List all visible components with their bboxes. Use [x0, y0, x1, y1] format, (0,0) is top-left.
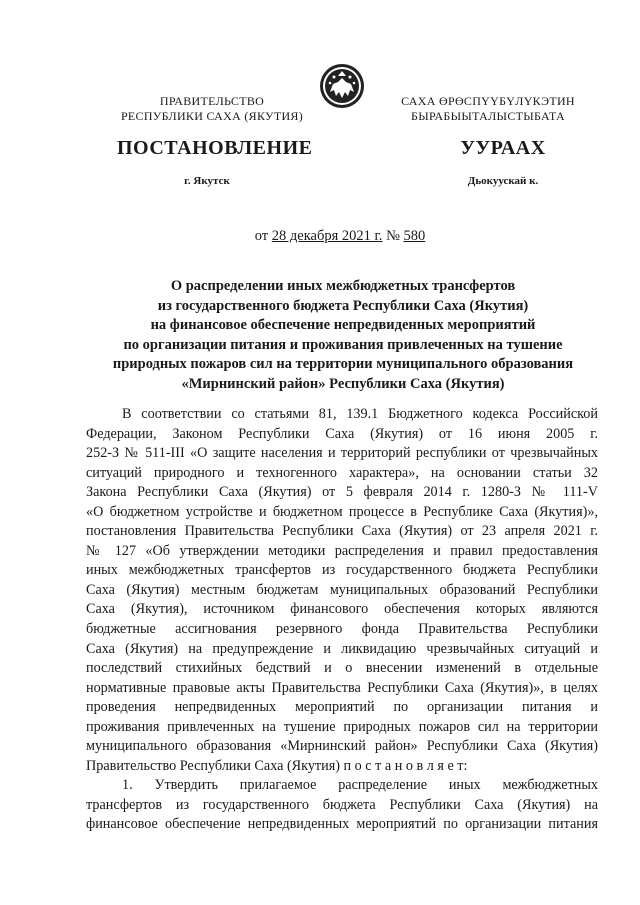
- doc-type-russian: ПОСТАНОВЛЕНИЕ: [117, 137, 313, 159]
- body-line: Федерации, Законом Республики Саха (Якутия) от 16 июня 2005 г.: [86, 425, 598, 442]
- heading-line: природных пожаров сил на территории муниципального образования: [112, 356, 574, 373]
- right-org-line1: САХА ӨРӨСПҮҮБҮЛҮКЭТИН: [401, 94, 575, 108]
- body-line: Саха (Якутия) на предупреждение и ликвидацию чрезвычайных ситуаций и: [86, 640, 598, 657]
- city-yakut: Дьокуускай к.: [467, 175, 539, 187]
- body-line: «О бюджетном устройстве и бюджетном процессе в Республике Саха (Якутия)»,: [86, 503, 598, 520]
- government-name-russian: [112, 94, 312, 124]
- body-line: трансфертов из государственного бюджета Республики Саха (Якутия) на: [86, 796, 598, 813]
- doc-type-yakut: УУРААХ: [460, 137, 546, 159]
- body-line: Саха (Якутия) местным бюджетам муниципальных образований Республики: [86, 581, 598, 598]
- heading-line: из государственного бюджета Республики Саха (Якутия): [157, 297, 529, 314]
- decree-body: [86, 405, 598, 835]
- body-line: В соответствии со статьями 81, 139.1 Бюджетного кодекса Российской: [122, 406, 598, 422]
- body-line: № 127 «Об утверждении методики распределения и правил предоставления: [86, 542, 598, 559]
- right-org-line2: БЫРАБЫЫТАЛЫСТЫБАТА: [411, 109, 565, 123]
- decree-heading: [88, 277, 598, 395]
- government-name-yakut: [383, 94, 593, 124]
- body-line: Правительство Республики Саха (Якутия) п о с т а н о в л я е т:: [86, 757, 468, 774]
- city-russian: г. Якутск: [184, 175, 230, 187]
- body-line: бюджетные ассигнования резервного фонда Правительства Республики: [86, 621, 598, 638]
- decree-date: 28 декабря 2021 г.: [271, 228, 383, 244]
- left-org-line2: РЕСПУБЛИКИ САХА (ЯКУТИЯ): [120, 109, 304, 123]
- body-line: иных межбюджетных трансфертов из государственного бюджета Республики: [86, 562, 598, 579]
- body-line: проживания привлеченных на тушение природных пожаров сил на территории: [86, 718, 598, 735]
- heading-line: «Мирнинский район» Республики Саха (Якутия): [181, 375, 505, 392]
- body-line: 252-З № 511-III «О защите населения и территорий республики от чрезвычайных: [86, 445, 598, 462]
- body-line: последствий стихийных бедствий и о внесении изменений в отдельные: [86, 660, 598, 677]
- body-line: нормативные правовые акты Правительства Республики Саха (Якутия)», в целях: [86, 679, 598, 696]
- date-prefix: от: [254, 228, 269, 244]
- heading-line: О распределении иных межбюджетных трансфертов: [170, 278, 516, 294]
- heading-line: на финансовое обеспечение непредвиденных мероприятий: [150, 317, 536, 334]
- decree-number: 580: [403, 228, 426, 244]
- heading-line: по организации питания и проживания привлеченных на тушение: [123, 336, 563, 353]
- body-line: 1. Утвердить прилагаемое распределение иных межбюджетных: [122, 777, 598, 794]
- body-line: финансовое обеспечение непредвиденных мероприятий по организации питания: [86, 816, 598, 833]
- number-prefix: №: [386, 228, 400, 244]
- decree-date-number: [200, 228, 480, 245]
- body-line: Закона Республики Саха (Якутия) от 5 февраля 2014 г. 1280-З № 111-V: [86, 484, 598, 501]
- coat-of-arms-emblem-icon: [318, 62, 366, 110]
- body-line: муниципального образования «Мирнинский район» Республики Саха (Якутия): [86, 738, 598, 755]
- body-line: ситуаций природного и техногенного характера», на основании статьи 32: [86, 464, 598, 481]
- body-line: постановления Правительства Республики Саха (Якутия) от 23 апреля 2021 г.: [86, 523, 598, 540]
- body-line: Саха (Якутия), источником финансового обеспечения которых являются: [86, 601, 598, 618]
- left-org-line1: ПРАВИТЕЛЬСТВО: [159, 94, 265, 108]
- body-line: проведения непредвиденных мероприятий по организации питания и: [86, 699, 598, 716]
